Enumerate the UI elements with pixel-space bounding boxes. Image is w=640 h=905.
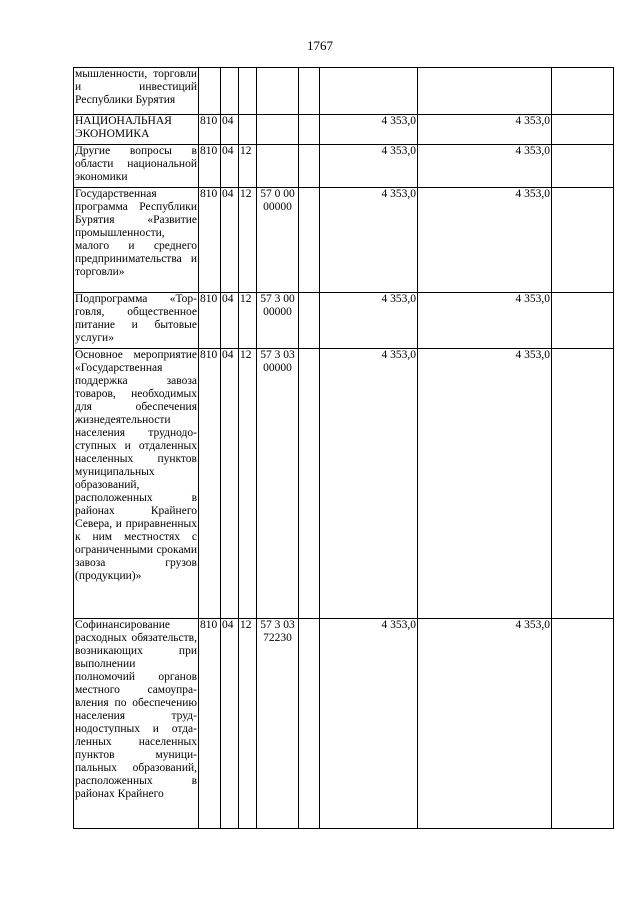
table-row [74,349,614,619]
amount-year-3-cell [552,68,614,115]
amount-year-1: 4 353,0 [381,619,416,631]
target-article-part1: 57 3 03 [260,619,295,631]
subsection-code-cell [239,293,257,349]
ministry-code: 810 [200,293,218,305]
section-code-cell [221,349,239,619]
row-name-cell [74,145,199,188]
amount-year-3-cell [552,349,614,619]
amount-year-2: 4 353,0 [515,619,550,631]
amount-year-3-cell [552,145,614,188]
amount-year-2-cell [418,115,552,145]
ministry-code: 810 [200,145,218,157]
amount-year-1-cell [320,619,418,829]
row-name-cell [74,68,199,115]
amount-year-3-cell [552,188,614,293]
ministry-code-cell [199,349,221,619]
ministry-code-cell [199,293,221,349]
amount-year-2: 4 353,0 [515,115,550,127]
row-name-cell [74,188,199,293]
target-article-part1: 57 0 00 [260,188,295,200]
target-article-cell [257,349,299,619]
amount-year-2: 4 353,0 [515,188,550,200]
amount-year-2: 4 353,0 [515,293,550,305]
table-row [74,619,614,829]
amount-year-2-cell [418,188,552,293]
expense-type-code-cell [299,293,320,349]
target-article-cell [257,115,299,145]
amount-year-1-cell [320,349,418,619]
ministry-code: 810 [200,619,218,631]
target-article-part2: 00000 [263,362,292,374]
ministry-code: 810 [200,188,218,200]
section-code-cell [221,115,239,145]
row-name: Основное мероприятие «Государственная поддержка завоза товаров, необходимых для обеспечения жизнедеятельности населения труднодоступных и отдаленных населенных пунктов муниципальных образований, расположенных в районах Крайнего Севера, и приравненных к ним местностях с ограниченными сроками завоза грузов (продукции)» [75,349,197,582]
amount-year-2: 4 353,0 [515,145,550,157]
section-code-cell [221,188,239,293]
section-code: 04 [222,293,234,305]
ministry-code: 810 [200,349,218,361]
ministry-code-cell [199,68,221,115]
section-code-cell [221,619,239,829]
row-name: Государственная программа Республики Бурятия «Развитие промышленности, малого и среднего предпринимательства и торговли» [75,188,197,278]
subsection-code-cell [239,619,257,829]
table-row [74,68,614,115]
amount-year-1: 4 353,0 [381,188,416,200]
target-article-part1: 57 3 03 [260,349,295,361]
section-code-cell [221,145,239,188]
subsection-code-cell [239,188,257,293]
section-code: 04 [222,619,234,631]
amount-year-2-cell [418,145,552,188]
page-number: 1767 [307,38,333,53]
row-name: мышленности, торговли и инвестиций Республики Бурятия [75,68,197,106]
amount-year-2-cell [418,619,552,829]
target-article-part2: 72230 [263,632,292,644]
subsection-code: 12 [240,188,252,200]
target-article-part2: 00000 [263,201,292,213]
amount-year-1-cell [320,293,418,349]
amount-year-2-cell [418,293,552,349]
target-article-part2: 00000 [263,306,292,318]
row-name-cell [74,619,199,829]
table-row [74,188,614,293]
row-name: Подпрограмма «Торговля, общественное питание и бытовые услуги» [75,293,197,344]
expense-type-code-cell [299,115,320,145]
row-name-cell [74,115,199,145]
row-name: Софинансирование расходных обязательств, возникающих при выполнении полномочий органов местного самоуправления по обеспечению населения труднодоступных и отдаленных населенных пунктов муниципальных образований, расположенных в районах Крайнего [75,619,197,800]
subsection-code-cell [239,68,257,115]
section-code: 04 [222,145,234,157]
target-article-cell [257,188,299,293]
expense-type-code-cell [299,68,320,115]
amount-year-2-cell [418,349,552,619]
amount-year-1-cell [320,115,418,145]
ministry-code: 810 [200,115,218,127]
table-row [74,115,614,145]
row-name: Другие вопросы в области национальной экономики [75,145,197,183]
expense-type-code-cell [299,145,320,188]
target-article-cell [257,619,299,829]
amount-year-3-cell [552,115,614,145]
ministry-code-cell [199,115,221,145]
section-code-cell [221,293,239,349]
expense-type-code-cell [299,188,320,293]
amount-year-1: 4 353,0 [381,349,416,361]
amount-year-1: 4 353,0 [381,145,416,157]
expense-type-code-cell [299,619,320,829]
section-code: 04 [222,188,234,200]
section-code-cell [221,68,239,115]
subsection-code-cell [239,145,257,188]
ministry-code-cell [199,619,221,829]
amount-year-1: 4 353,0 [381,293,416,305]
amount-year-3-cell [552,293,614,349]
section-code: 04 [222,115,234,127]
target-article-cell [257,68,299,115]
amount-year-1-cell [320,145,418,188]
row-name-cell [74,349,199,619]
amount-year-2: 4 353,0 [515,349,550,361]
target-article-part1: 57 3 00 [260,293,295,305]
amount-year-1-cell [320,188,418,293]
target-article-cell [257,145,299,188]
section-code: 04 [222,349,234,361]
target-article-cell [257,293,299,349]
table-row [74,145,614,188]
subsection-code: 12 [240,145,252,157]
row-name: НАЦИОНАЛЬНАЯ ЭКОНОМИКА [75,115,172,140]
amount-year-3-cell [552,619,614,829]
amount-year-1: 4 353,0 [381,115,416,127]
subsection-code: 12 [240,349,252,361]
amount-year-1-cell [320,68,418,115]
table-row [74,293,614,349]
budget-table [73,67,614,829]
expense-type-code-cell [299,349,320,619]
ministry-code-cell [199,188,221,293]
ministry-code-cell [199,145,221,188]
row-name-cell [74,293,199,349]
subsection-code: 12 [240,293,252,305]
amount-year-2-cell [418,68,552,115]
subsection-code-cell [239,115,257,145]
subsection-code: 12 [240,619,252,631]
subsection-code-cell [239,349,257,619]
